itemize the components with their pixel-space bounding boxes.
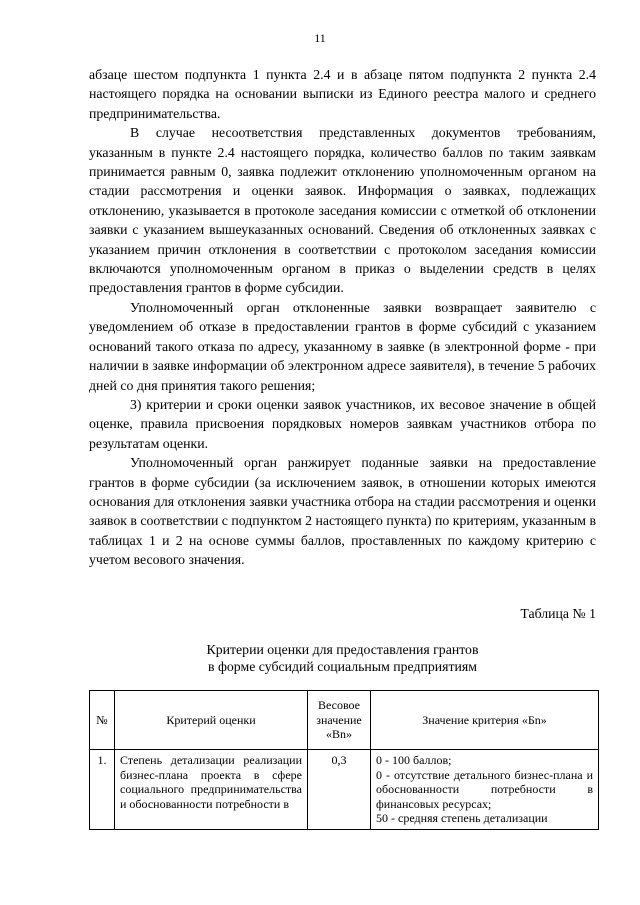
header-weight: Весовое значение «Вn»: [308, 691, 371, 750]
table-title-line: в форме субсидий социальным предприятиям: [207, 659, 477, 674]
body-text: [89, 65, 596, 570]
paragraph: Уполномоченный орган ранжирует поданные заявки на предоставление грантов в форме субсидии (за исключением заявок, в отношении которых имеются основания для отклонения заявки участника отбора на стадии рассмотрения и оценки заявок в соответствии с подпунктом 2 настоящего пункта) по критериям, указанным в таблицах 1 и 2 на основе суммы баллов, проставленных по каждому критерию с учетом весового значения.: [89, 455, 596, 568]
paragraph: 3) критерии и сроки оценки заявок участников, их весовое значение в общей оценке, правила присвоения порядковых номеров заявкам участников отбора по результатам оценки.: [89, 396, 596, 451]
paragraph: абзаце шестом подпункта 1 пункта 2.4 и в абзаце пятом подпункта 2 пункта 2.4 настоящего порядка на основании выписки из Единого реестра малого и среднего предпринимательства.: [89, 67, 596, 121]
table-header-row: [90, 691, 599, 750]
paragraph: В случае несоответствия представленных документов требованиям, указанным в пункте 2.4 настоящего порядка, количество баллов по таким заявкам принимается равным 0, заявка подлежит отклонению уполномоченным органом на стадии рассмотрения и оценки заявок. Информация о заявках, подлежащих отклонению, указывается в протоколе заседания комиссии с отметкой об отклонении заявки с указанием вышеуказанных оснований. Сведения об отклоненных заявках с указанием причин отклонения в соответствии с протоколом заседания комиссии включаются уполномоченным органом в приказ о выделении средств в целях предоставления грантов в форме субсидии.: [89, 125, 596, 296]
paragraph: Уполномоченный орган отклоненные заявки возвращает заявителю с уведомлением об отказе в предоставлении грантов в форме субсидий с указанием оснований такого отказа по адресу, указанному в заявке (в электронной форме - при наличии в заявке информации об электронном адресе заявителя), в течение 5 рабочих дней со дня принятия такого решения;: [89, 299, 596, 393]
cell-weight: 0,3: [308, 750, 371, 830]
value-line: 0 - 100 баллов;: [376, 753, 452, 767]
cell-criterion: Степень детализации реализации бизнес-плана проекта в сфере социального предпринимательства и обоснованности потребности в: [115, 750, 308, 830]
page-number: 11: [314, 31, 326, 45]
value-line: 0 - отсутствие детального бизнес-плана и обоснованности потребности в финансовых ресурсах;: [376, 767, 593, 811]
criteria-table: [89, 690, 599, 830]
cell-value: [371, 750, 599, 830]
table-label: Таблица № 1: [520, 606, 596, 621]
table-row: [90, 750, 599, 830]
header-value: Значение критерия «Бn»: [371, 691, 599, 750]
cell-num: 1.: [90, 750, 115, 830]
header-num: №: [90, 691, 115, 750]
value-line: 50 - средняя степень детализации: [376, 811, 548, 826]
table-title-line: Критерии оценки для предоставления грантов: [206, 642, 479, 657]
table-title: [89, 641, 596, 675]
header-criterion: Критерий оценки: [115, 691, 308, 750]
